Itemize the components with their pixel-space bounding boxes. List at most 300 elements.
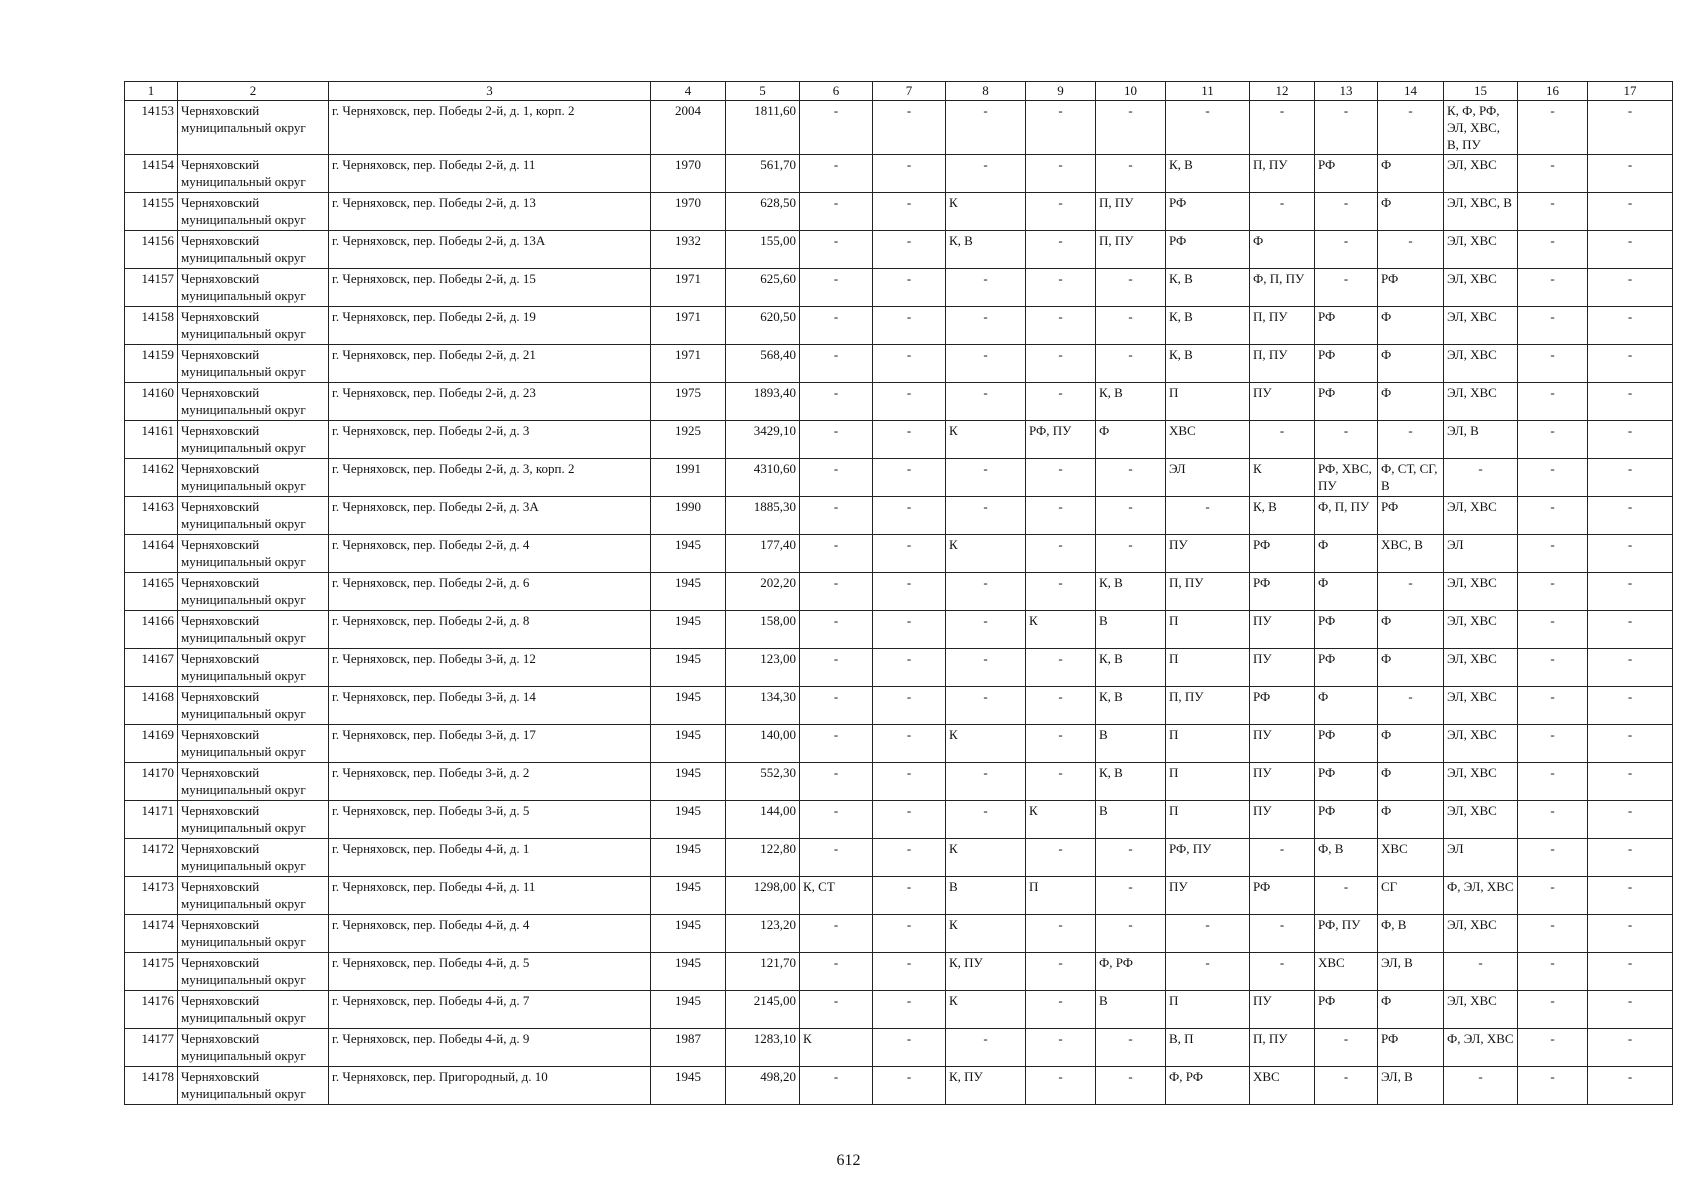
- table-cell-col-8: -: [946, 383, 1026, 421]
- table-cell-col-17: -: [1588, 497, 1673, 535]
- table-cell-col-7: -: [873, 101, 946, 155]
- table-cell-col-6: -: [800, 307, 873, 345]
- table-cell-col-7: -: [873, 1067, 946, 1105]
- table-cell-col-13: Ф, П, ПУ: [1315, 497, 1378, 535]
- table-cell-col-15: ЭЛ, ХВС: [1444, 269, 1518, 307]
- table-cell-col-10: -: [1096, 101, 1166, 155]
- table-cell-col-3: г. Черняховск, пер. Победы 4-й, д. 4: [329, 915, 651, 953]
- table-cell-col-14: ЭЛ, В: [1378, 953, 1444, 991]
- table-cell-col-7: -: [873, 421, 946, 459]
- table-cell-col-8: К, В: [946, 231, 1026, 269]
- table-row: [125, 269, 1673, 307]
- table-row: [125, 725, 1673, 763]
- table-cell-col-7: -: [873, 193, 946, 231]
- table-cell-col-12: ХВС: [1250, 1067, 1315, 1105]
- table-cell-col-16: -: [1518, 877, 1588, 915]
- table-cell-col-7: -: [873, 725, 946, 763]
- table-cell-col-2: Черняховский муниципальный округ: [178, 915, 329, 953]
- table-row: [125, 1067, 1673, 1105]
- table-cell-col-9: -: [1026, 573, 1096, 611]
- table-cell-col-11: ПУ: [1166, 535, 1250, 573]
- table-cell-col-9: -: [1026, 193, 1096, 231]
- table-cell-col-2: Черняховский муниципальный округ: [178, 307, 329, 345]
- table-cell-col-17: -: [1588, 839, 1673, 877]
- table-cell-col-5: 1885,30: [726, 497, 800, 535]
- table-cell-col-2: Черняховский муниципальный округ: [178, 687, 329, 725]
- table-cell-col-13: РФ: [1315, 383, 1378, 421]
- table-cell-col-1: 14158: [125, 307, 178, 345]
- table-cell-col-9: -: [1026, 915, 1096, 953]
- table-cell-col-6: -: [800, 459, 873, 497]
- table-cell-col-8: -: [946, 307, 1026, 345]
- table-row: [125, 1029, 1673, 1067]
- table-cell-col-9: -: [1026, 307, 1096, 345]
- table-cell-col-10: -: [1096, 497, 1166, 535]
- table-cell-col-3: г. Черняховск, пер. Победы 2-й, д. 3, корп. 2: [329, 459, 651, 497]
- table-cell-col-17: -: [1588, 573, 1673, 611]
- table-cell-col-15: ЭЛ, ХВС: [1444, 801, 1518, 839]
- table-cell-col-8: -: [946, 649, 1026, 687]
- table-cell-col-12: П, ПУ: [1250, 155, 1315, 193]
- table-cell-col-10: В: [1096, 991, 1166, 1029]
- table-cell-col-1: 14154: [125, 155, 178, 193]
- table-cell-col-16: -: [1518, 687, 1588, 725]
- table-cell-col-2: Черняховский муниципальный округ: [178, 193, 329, 231]
- table-cell-col-9: -: [1026, 649, 1096, 687]
- table-cell-col-2: Черняховский муниципальный округ: [178, 383, 329, 421]
- table-cell-col-11: ЭЛ: [1166, 459, 1250, 497]
- table-cell-col-6: -: [800, 839, 873, 877]
- column-header-3: 3: [329, 82, 651, 101]
- table-cell-col-16: -: [1518, 155, 1588, 193]
- table-body: [125, 101, 1673, 1105]
- table-cell-col-13: Ф, В: [1315, 839, 1378, 877]
- table-cell-col-9: -: [1026, 687, 1096, 725]
- column-header-11: 11: [1166, 82, 1250, 101]
- table-cell-col-8: К: [946, 193, 1026, 231]
- table-cell-col-13: РФ: [1315, 649, 1378, 687]
- table-cell-col-12: Ф: [1250, 231, 1315, 269]
- table-cell-col-14: Ф: [1378, 307, 1444, 345]
- table-cell-col-13: РФ, ПУ: [1315, 915, 1378, 953]
- table-cell-col-16: -: [1518, 383, 1588, 421]
- table-row: [125, 763, 1673, 801]
- table-cell-col-3: г. Черняховск, пер. Победы 2-й, д. 8: [329, 611, 651, 649]
- table-cell-col-3: г. Черняховск, пер. Победы 3-й, д. 14: [329, 687, 651, 725]
- table-cell-col-4: 1945: [651, 953, 726, 991]
- table-cell-col-4: 2004: [651, 101, 726, 155]
- table-cell-col-17: -: [1588, 459, 1673, 497]
- table-cell-col-5: 140,00: [726, 725, 800, 763]
- table-cell-col-4: 1945: [651, 611, 726, 649]
- table-cell-col-9: -: [1026, 383, 1096, 421]
- table-cell-col-1: 14161: [125, 421, 178, 459]
- table-cell-col-3: г. Черняховск, пер. Победы 3-й, д. 12: [329, 649, 651, 687]
- table-cell-col-12: П, ПУ: [1250, 1029, 1315, 1067]
- table-cell-col-14: -: [1378, 573, 1444, 611]
- table-cell-col-6: -: [800, 1067, 873, 1105]
- table-cell-col-10: П, ПУ: [1096, 231, 1166, 269]
- table-cell-col-1: 14172: [125, 839, 178, 877]
- table-row: [125, 573, 1673, 611]
- table-cell-col-3: г. Черняховск, пер. Победы 2-й, д. 23: [329, 383, 651, 421]
- table-cell-col-15: -: [1444, 1067, 1518, 1105]
- table-cell-col-10: К, В: [1096, 383, 1166, 421]
- column-number-header-row: [125, 82, 1673, 101]
- table-cell-col-10: -: [1096, 307, 1166, 345]
- table-cell-col-10: -: [1096, 535, 1166, 573]
- table-row: [125, 687, 1673, 725]
- table-cell-col-11: П, ПУ: [1166, 573, 1250, 611]
- table-cell-col-13: -: [1315, 877, 1378, 915]
- table-cell-col-17: -: [1588, 421, 1673, 459]
- table-cell-col-5: 625,60: [726, 269, 800, 307]
- table-cell-col-4: 1945: [651, 801, 726, 839]
- table-cell-col-10: -: [1096, 1029, 1166, 1067]
- table-cell-col-1: 14178: [125, 1067, 178, 1105]
- table-cell-col-4: 1991: [651, 459, 726, 497]
- table-cell-col-11: К, В: [1166, 345, 1250, 383]
- table-cell-col-15: ЭЛ, ХВС: [1444, 915, 1518, 953]
- table-cell-col-4: 1975: [651, 383, 726, 421]
- table-cell-col-1: 14170: [125, 763, 178, 801]
- table-cell-col-11: К, В: [1166, 307, 1250, 345]
- table-cell-col-17: -: [1588, 535, 1673, 573]
- table-cell-col-17: -: [1588, 155, 1673, 193]
- table-cell-col-17: -: [1588, 725, 1673, 763]
- table-cell-col-12: РФ: [1250, 535, 1315, 573]
- table-cell-col-13: ХВС: [1315, 953, 1378, 991]
- table-cell-col-4: 1945: [651, 649, 726, 687]
- table-cell-col-2: Черняховский муниципальный округ: [178, 497, 329, 535]
- table-cell-col-8: К, ПУ: [946, 953, 1026, 991]
- table-cell-col-14: Ф: [1378, 763, 1444, 801]
- table-cell-col-2: Черняховский муниципальный округ: [178, 269, 329, 307]
- table-cell-col-13: -: [1315, 421, 1378, 459]
- table-cell-col-7: -: [873, 1029, 946, 1067]
- table-row: [125, 101, 1673, 155]
- table-cell-col-14: -: [1378, 421, 1444, 459]
- table-cell-col-9: -: [1026, 155, 1096, 193]
- table-cell-col-14: ХВС: [1378, 839, 1444, 877]
- table-cell-col-12: ПУ: [1250, 611, 1315, 649]
- table-cell-col-4: 1945: [651, 535, 726, 573]
- table-cell-col-5: 1298,00: [726, 877, 800, 915]
- table-cell-col-6: -: [800, 915, 873, 953]
- table-cell-col-8: -: [946, 269, 1026, 307]
- table-cell-col-16: -: [1518, 649, 1588, 687]
- column-header-6: 6: [800, 82, 873, 101]
- table-cell-col-1: 14156: [125, 231, 178, 269]
- table-cell-col-2: Черняховский муниципальный округ: [178, 535, 329, 573]
- table-cell-col-5: 1893,40: [726, 383, 800, 421]
- table-cell-col-15: ЭЛ, ХВС: [1444, 725, 1518, 763]
- table-cell-col-8: -: [946, 573, 1026, 611]
- table-cell-col-13: -: [1315, 1067, 1378, 1105]
- table-cell-col-3: г. Черняховск, пер. Победы 2-й, д. 6: [329, 573, 651, 611]
- table-cell-col-6: -: [800, 101, 873, 155]
- table-cell-col-4: 1945: [651, 573, 726, 611]
- table-cell-col-6: -: [800, 345, 873, 383]
- table-cell-col-15: Ф, ЭЛ, ХВС: [1444, 1029, 1518, 1067]
- table-cell-col-16: -: [1518, 231, 1588, 269]
- table-cell-col-12: -: [1250, 839, 1315, 877]
- table-cell-col-5: 144,00: [726, 801, 800, 839]
- table-cell-col-7: -: [873, 459, 946, 497]
- table-row: [125, 839, 1673, 877]
- table-cell-col-3: г. Черняховск, пер. Победы 2-й, д. 3: [329, 421, 651, 459]
- table-cell-col-13: РФ: [1315, 801, 1378, 839]
- table-cell-col-6: -: [800, 535, 873, 573]
- table-cell-col-3: г. Черняховск, пер. Победы 2-й, д. 19: [329, 307, 651, 345]
- table-cell-col-10: -: [1096, 459, 1166, 497]
- table-cell-col-10: К, В: [1096, 573, 1166, 611]
- table-cell-col-16: -: [1518, 1029, 1588, 1067]
- table-cell-col-3: г. Черняховск, пер. Победы 2-й, д. 1, корп. 2: [329, 101, 651, 155]
- table-cell-col-1: 14153: [125, 101, 178, 155]
- table-cell-col-14: СГ: [1378, 877, 1444, 915]
- table-cell-col-5: 568,40: [726, 345, 800, 383]
- table-cell-col-14: РФ: [1378, 1029, 1444, 1067]
- table-cell-col-13: РФ: [1315, 345, 1378, 383]
- table-row: [125, 953, 1673, 991]
- table-cell-col-8: -: [946, 801, 1026, 839]
- table-cell-col-6: -: [800, 649, 873, 687]
- table-cell-col-3: г. Черняховск, пер. Победы 2-й, д. 11: [329, 155, 651, 193]
- table-cell-col-16: -: [1518, 839, 1588, 877]
- column-header-10: 10: [1096, 82, 1166, 101]
- table-cell-col-8: К: [946, 991, 1026, 1029]
- table-cell-col-8: К: [946, 915, 1026, 953]
- table-cell-col-16: -: [1518, 193, 1588, 231]
- table-cell-col-9: -: [1026, 1067, 1096, 1105]
- table-cell-col-15: ЭЛ, ХВС: [1444, 573, 1518, 611]
- table-row: [125, 915, 1673, 953]
- table-cell-col-1: 14177: [125, 1029, 178, 1067]
- table-cell-col-14: Ф: [1378, 611, 1444, 649]
- table-cell-col-8: -: [946, 345, 1026, 383]
- table-cell-col-3: г. Черняховск, пер. Победы 4-й, д. 1: [329, 839, 651, 877]
- table-row: [125, 991, 1673, 1029]
- column-header-12: 12: [1250, 82, 1315, 101]
- table-cell-col-7: -: [873, 383, 946, 421]
- table-cell-col-11: Ф, РФ: [1166, 1067, 1250, 1105]
- table-cell-col-13: РФ, ХВС, ПУ: [1315, 459, 1378, 497]
- table-cell-col-17: -: [1588, 101, 1673, 155]
- table-cell-col-3: г. Черняховск, пер. Победы 4-й, д. 7: [329, 991, 651, 1029]
- table-cell-col-16: -: [1518, 421, 1588, 459]
- table-cell-col-4: 1970: [651, 155, 726, 193]
- table-cell-col-2: Черняховский муниципальный округ: [178, 345, 329, 383]
- column-header-1: 1: [125, 82, 178, 101]
- table-cell-col-4: 1970: [651, 193, 726, 231]
- table-cell-col-11: П: [1166, 725, 1250, 763]
- table-cell-col-7: -: [873, 611, 946, 649]
- table-cell-col-17: -: [1588, 345, 1673, 383]
- table-cell-col-11: П: [1166, 991, 1250, 1029]
- table-cell-col-8: -: [946, 611, 1026, 649]
- table-cell-col-12: Ф, П, ПУ: [1250, 269, 1315, 307]
- table-cell-col-9: К: [1026, 801, 1096, 839]
- table-cell-col-11: ХВС: [1166, 421, 1250, 459]
- table-cell-col-12: ПУ: [1250, 649, 1315, 687]
- table-cell-col-15: ЭЛ, ХВС: [1444, 611, 1518, 649]
- table-row: [125, 801, 1673, 839]
- table-cell-col-11: РФ: [1166, 231, 1250, 269]
- column-header-9: 9: [1026, 82, 1096, 101]
- table-cell-col-15: ЭЛ, ХВС: [1444, 383, 1518, 421]
- table-cell-col-1: 14155: [125, 193, 178, 231]
- table-cell-col-14: ЭЛ, В: [1378, 1067, 1444, 1105]
- table-cell-col-14: РФ: [1378, 497, 1444, 535]
- table-cell-col-12: -: [1250, 193, 1315, 231]
- table-cell-col-4: 1987: [651, 1029, 726, 1067]
- table-cell-col-6: К: [800, 1029, 873, 1067]
- table-cell-col-2: Черняховский муниципальный округ: [178, 101, 329, 155]
- table-cell-col-6: -: [800, 383, 873, 421]
- table-cell-col-10: К, В: [1096, 649, 1166, 687]
- table-cell-col-9: -: [1026, 953, 1096, 991]
- table-cell-col-4: 1932: [651, 231, 726, 269]
- table-cell-col-12: ПУ: [1250, 383, 1315, 421]
- page-number: 612: [836, 1152, 861, 1169]
- table-cell-col-1: 14159: [125, 345, 178, 383]
- column-header-13: 13: [1315, 82, 1378, 101]
- table-cell-col-11: РФ: [1166, 193, 1250, 231]
- table-cell-col-9: -: [1026, 101, 1096, 155]
- table-cell-col-7: -: [873, 877, 946, 915]
- table-cell-col-2: Черняховский муниципальный округ: [178, 763, 329, 801]
- table-cell-col-10: В: [1096, 611, 1166, 649]
- table-cell-col-14: Ф: [1378, 155, 1444, 193]
- table-cell-col-1: 14160: [125, 383, 178, 421]
- table-cell-col-1: 14175: [125, 953, 178, 991]
- table-cell-col-17: -: [1588, 877, 1673, 915]
- table-cell-col-17: -: [1588, 687, 1673, 725]
- table-cell-col-7: -: [873, 155, 946, 193]
- table-cell-col-10: -: [1096, 269, 1166, 307]
- table-cell-col-1: 14174: [125, 915, 178, 953]
- table-cell-col-12: П, ПУ: [1250, 307, 1315, 345]
- table-cell-col-8: -: [946, 763, 1026, 801]
- table-cell-col-17: -: [1588, 1029, 1673, 1067]
- column-header-4: 4: [651, 82, 726, 101]
- table-row: [125, 345, 1673, 383]
- table-cell-col-9: -: [1026, 269, 1096, 307]
- table-cell-col-7: -: [873, 991, 946, 1029]
- table-cell-col-13: -: [1315, 193, 1378, 231]
- table-cell-col-8: К: [946, 535, 1026, 573]
- table-cell-col-16: -: [1518, 953, 1588, 991]
- table-cell-col-8: В: [946, 877, 1026, 915]
- table-cell-col-6: -: [800, 231, 873, 269]
- table-cell-col-1: 14169: [125, 725, 178, 763]
- table-cell-col-10: -: [1096, 345, 1166, 383]
- table-cell-col-5: 123,00: [726, 649, 800, 687]
- table-cell-col-10: -: [1096, 877, 1166, 915]
- table-cell-col-9: -: [1026, 1029, 1096, 1067]
- table-cell-col-11: -: [1166, 497, 1250, 535]
- table-row: [125, 877, 1673, 915]
- table-cell-col-15: ЭЛ: [1444, 535, 1518, 573]
- table-cell-col-2: Черняховский муниципальный округ: [178, 421, 329, 459]
- table-cell-col-15: ЭЛ, ХВС: [1444, 345, 1518, 383]
- table-cell-col-6: -: [800, 687, 873, 725]
- column-header-8: 8: [946, 82, 1026, 101]
- table-cell-col-12: ПУ: [1250, 801, 1315, 839]
- table-cell-col-10: -: [1096, 155, 1166, 193]
- table-row: [125, 649, 1673, 687]
- column-header-14: 14: [1378, 82, 1444, 101]
- table-cell-col-2: Черняховский муниципальный округ: [178, 839, 329, 877]
- table-cell-col-2: Черняховский муниципальный округ: [178, 459, 329, 497]
- table-row: [125, 535, 1673, 573]
- column-header-16: 16: [1518, 82, 1588, 101]
- table-cell-col-13: РФ: [1315, 763, 1378, 801]
- table-cell-col-7: -: [873, 345, 946, 383]
- table-cell-col-12: К, В: [1250, 497, 1315, 535]
- table-cell-col-5: 122,80: [726, 839, 800, 877]
- table-cell-col-2: Черняховский муниципальный округ: [178, 649, 329, 687]
- table-cell-col-8: К, ПУ: [946, 1067, 1026, 1105]
- table-cell-col-11: -: [1166, 915, 1250, 953]
- table-cell-col-7: -: [873, 953, 946, 991]
- table-cell-col-12: -: [1250, 953, 1315, 991]
- table-cell-col-6: -: [800, 497, 873, 535]
- table-cell-col-8: К: [946, 421, 1026, 459]
- table-cell-col-17: -: [1588, 1067, 1673, 1105]
- table-cell-col-15: ЭЛ, ХВС: [1444, 497, 1518, 535]
- table-cell-col-10: К, В: [1096, 687, 1166, 725]
- table-cell-col-10: Ф, РФ: [1096, 953, 1166, 991]
- table-cell-col-16: -: [1518, 345, 1588, 383]
- table-cell-col-14: Ф: [1378, 991, 1444, 1029]
- table-cell-col-11: П: [1166, 611, 1250, 649]
- table-cell-col-16: -: [1518, 101, 1588, 155]
- table-cell-col-2: Черняховский муниципальный округ: [178, 231, 329, 269]
- table-cell-col-3: г. Черняховск, пер. Победы 2-й, д. 15: [329, 269, 651, 307]
- table-cell-col-2: Черняховский муниципальный округ: [178, 801, 329, 839]
- table-cell-col-2: Черняховский муниципальный округ: [178, 1067, 329, 1105]
- table-cell-col-14: РФ: [1378, 269, 1444, 307]
- column-header-15: 15: [1444, 82, 1518, 101]
- table-cell-col-12: ПУ: [1250, 725, 1315, 763]
- column-header-7: 7: [873, 82, 946, 101]
- table-cell-col-16: -: [1518, 611, 1588, 649]
- table-cell-col-6: -: [800, 991, 873, 1029]
- table-cell-col-7: -: [873, 915, 946, 953]
- table-cell-col-5: 1283,10: [726, 1029, 800, 1067]
- table-cell-col-14: -: [1378, 687, 1444, 725]
- table-cell-col-15: -: [1444, 459, 1518, 497]
- table-cell-col-14: Ф: [1378, 193, 1444, 231]
- table-cell-col-1: 14167: [125, 649, 178, 687]
- table-cell-col-6: -: [800, 421, 873, 459]
- table-cell-col-3: г. Черняховск, пер. Победы 2-й, д. 4: [329, 535, 651, 573]
- table-cell-col-13: -: [1315, 269, 1378, 307]
- table-cell-col-6: -: [800, 801, 873, 839]
- table-cell-col-5: 155,00: [726, 231, 800, 269]
- table-cell-col-15: ЭЛ, ХВС: [1444, 155, 1518, 193]
- table-cell-col-15: ЭЛ, ХВС: [1444, 687, 1518, 725]
- table-cell-col-10: -: [1096, 839, 1166, 877]
- table-cell-col-16: -: [1518, 991, 1588, 1029]
- table-cell-col-4: 1945: [651, 763, 726, 801]
- table-cell-col-16: -: [1518, 307, 1588, 345]
- table-cell-col-5: 202,20: [726, 573, 800, 611]
- table-cell-col-6: -: [800, 611, 873, 649]
- table-cell-col-6: -: [800, 193, 873, 231]
